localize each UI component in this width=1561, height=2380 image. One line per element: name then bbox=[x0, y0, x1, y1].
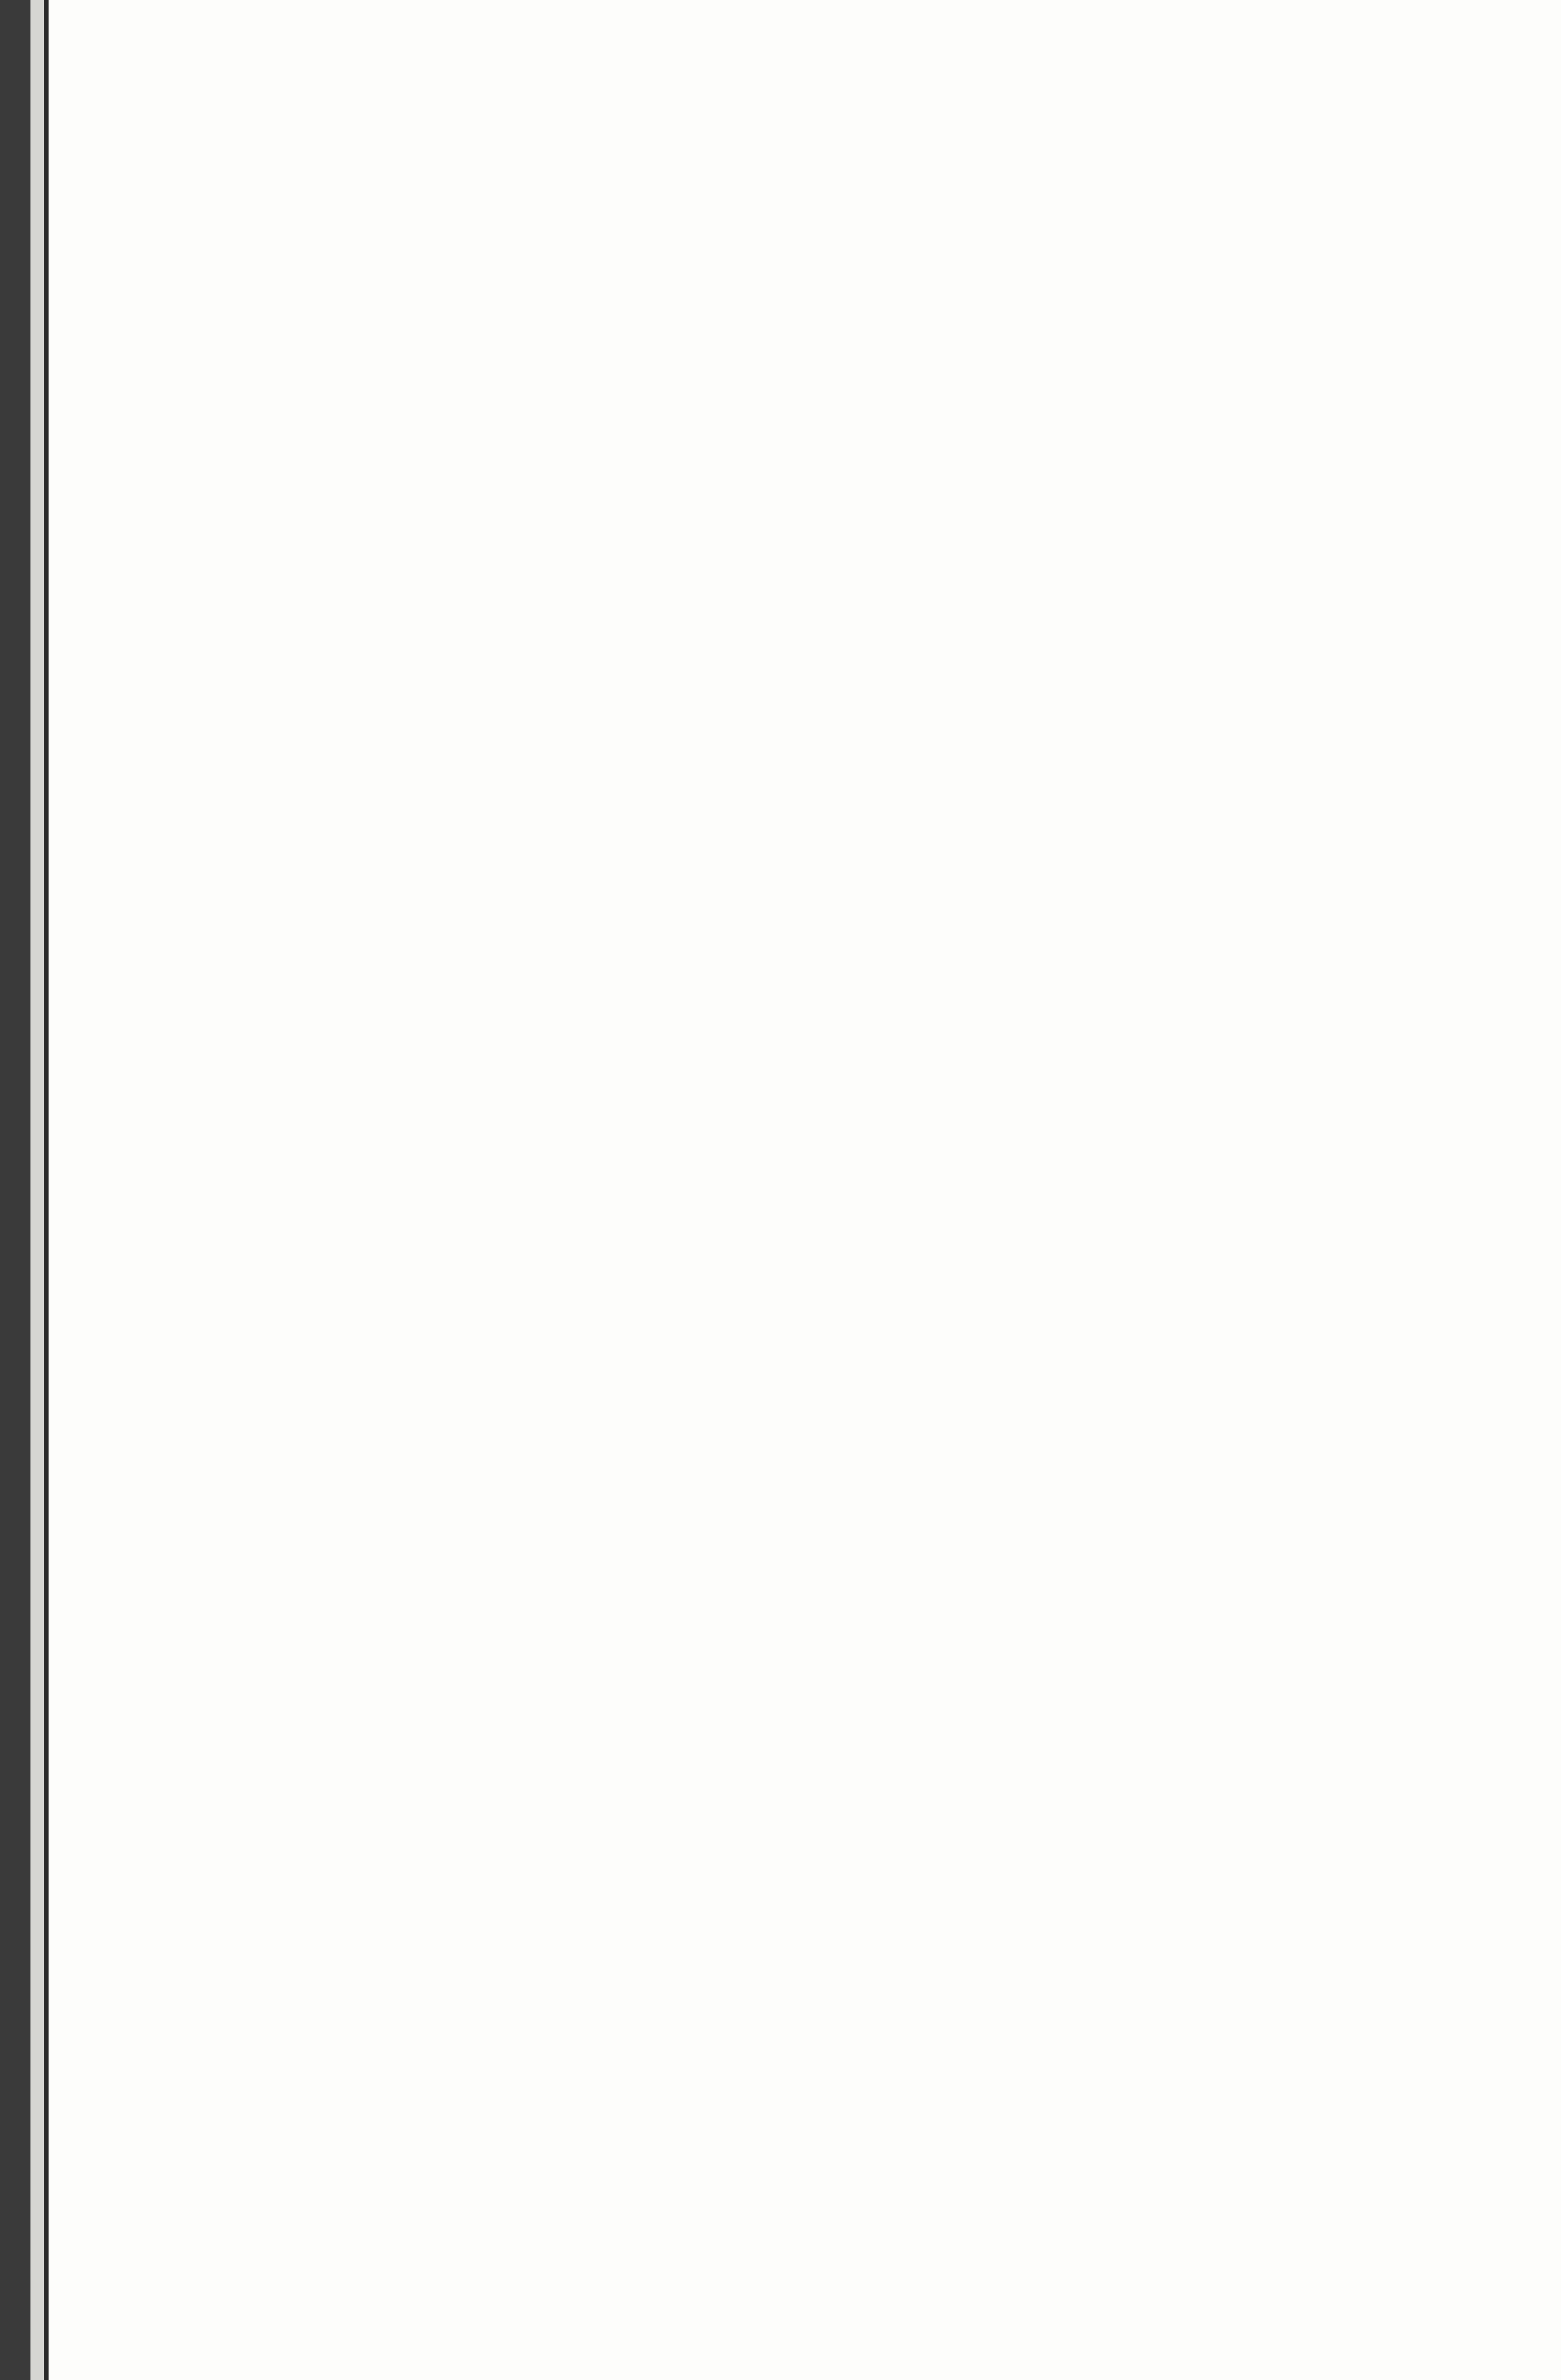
scan-edge-line bbox=[44, 0, 49, 2380]
scan-edge-gutter bbox=[30, 0, 44, 2380]
scan-edge-shadow bbox=[0, 0, 30, 2380]
